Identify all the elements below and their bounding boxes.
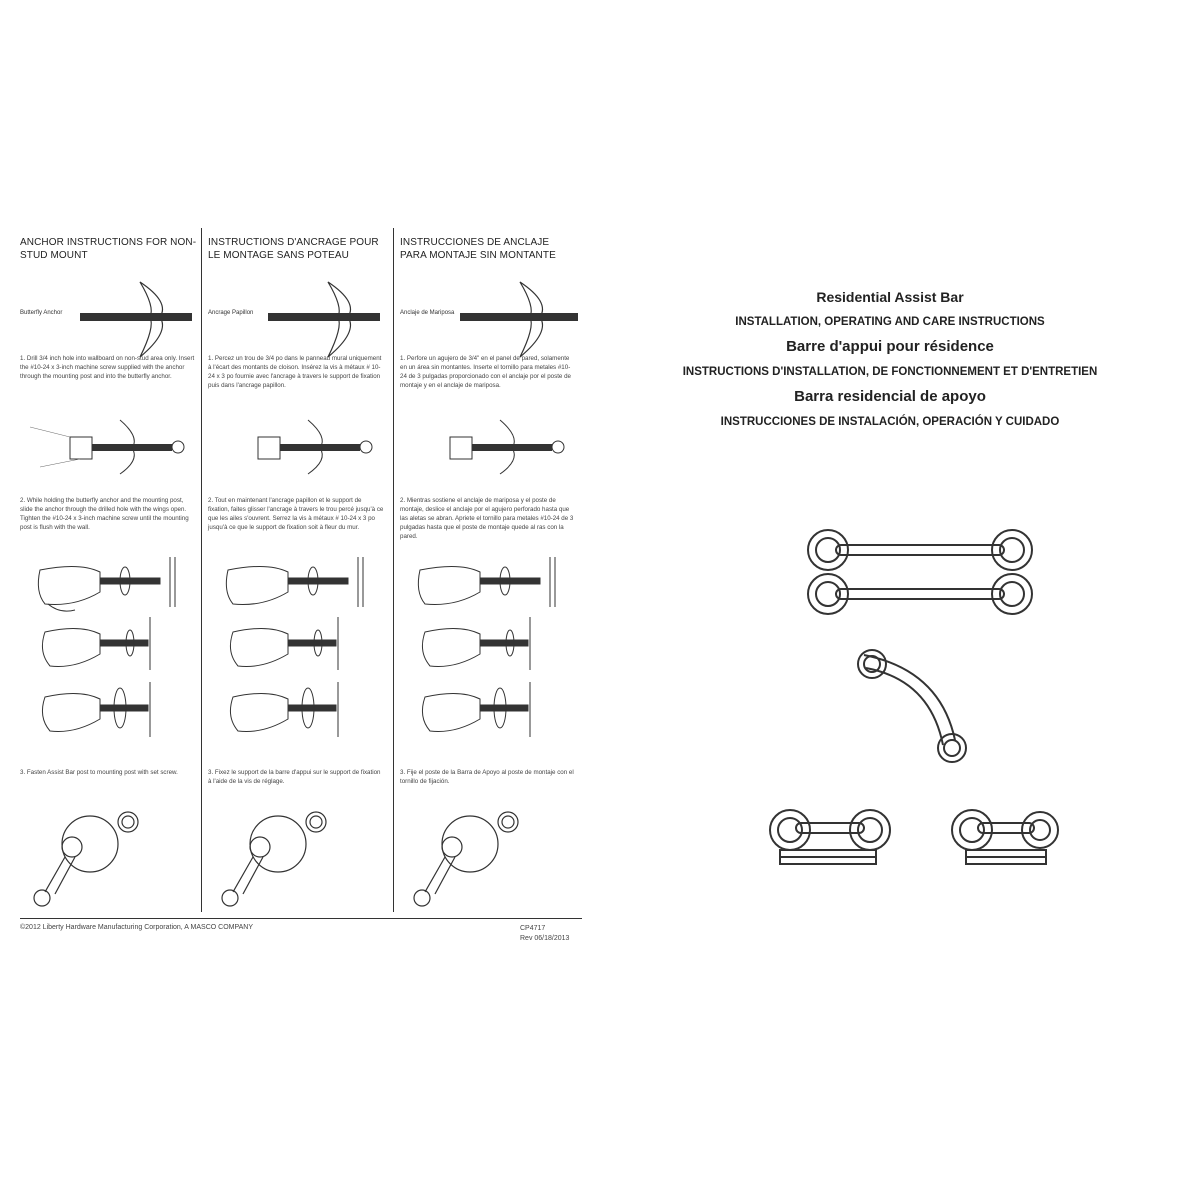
footer-divider xyxy=(20,918,582,919)
hand-tightening-icon xyxy=(208,552,386,752)
product-name-fr: Barre d'appui pour résidence xyxy=(786,338,994,355)
step-1: 1. Percez un trou de 3/4 po dans le panneau mural uniquement à l'écart des montants de cloison. Insérez la vis à métaux # 10-24 x 3 po fournie avec l'ancrage à travers le support de fixation puis dans l'ancrage papillon. xyxy=(208,355,382,389)
column-title: INSTRUCCIONES DE ANCLAJE PARA MONTAJE SIN MONTANTE xyxy=(400,237,556,261)
butterfly-anchor-icon xyxy=(20,272,198,362)
anchor-label: Butterfly Anchor xyxy=(20,310,63,316)
assist-bar-post-icon xyxy=(400,802,578,912)
anchor-label: Anclaje de Mariposa xyxy=(400,310,455,316)
anchor-label: Ancrage Papillon xyxy=(208,310,254,316)
butterfly-anchor-icon xyxy=(400,272,578,362)
hand-tightening-icon xyxy=(400,552,578,752)
column-english xyxy=(20,232,198,912)
part-info xyxy=(520,924,569,944)
butterfly-anchor-icon xyxy=(208,272,386,362)
step-2: 2. Mientras sostiene el anclaje de mariposa y el poste de montaje, deslice el anclaje por el agujero perforado hasta que las aletas se abran. Apriete el tornillo para metales #10-24 de 3 pulgadas hasta que el poste de montaje quede al ras con la pared. xyxy=(400,497,574,540)
anchor-diagram-icon xyxy=(400,412,578,482)
subtitle-fr: INSTRUCTIONS D'INSTALLATION, DE FONCTIONNEMENT ET D'ENTRETIEN xyxy=(682,366,1098,378)
hand-tightening-icon xyxy=(20,552,198,752)
column-spanish xyxy=(400,232,578,912)
toilet-paper-holder-icon xyxy=(770,810,890,864)
title-block xyxy=(640,284,1140,434)
column-divider xyxy=(201,228,202,912)
anchor-diagram-icon xyxy=(20,412,198,482)
step-3: 3. Fije el poste de la Barra de Apoyo al poste de montaje con el tornillo de fijación. xyxy=(400,769,574,785)
column-title: ANCHOR INSTRUCTIONS FOR NON-STUD MOUNT xyxy=(20,237,197,261)
product-name-en: Residential Assist Bar xyxy=(816,289,964,305)
step-2: 2. Tout en maintenant l'ancrage papillon et le support de fixation, faites glisser l'ancrage à travers le trou percé jusqu'à ce que les ailes s'ouvrent. Serrez la vis à métaux # 10-24 x 3 po jusqu'à ce que le support de fixation soit à fleur du mur. xyxy=(208,497,384,531)
column-title: INSTRUCTIONS D'ANCRAGE POUR LE MONTAGE SANS POTEAU xyxy=(208,237,379,261)
product-illustrations xyxy=(740,520,1060,890)
column-divider xyxy=(393,228,394,912)
product-name-es: Barra residencial de apoyo xyxy=(794,388,986,405)
subtitle-en: INSTALLATION, OPERATING AND CARE INSTRUCTIONS xyxy=(735,316,1045,328)
step-3: 3. Fasten Assist Bar post to mounting post with set screw. xyxy=(20,769,178,776)
revision: Rev 06/18/2013 xyxy=(520,935,570,942)
assist-bar-post-icon xyxy=(20,802,198,912)
column-french xyxy=(208,232,386,912)
part-number: CP4717 xyxy=(520,925,546,932)
double-bar-icon xyxy=(808,530,1032,614)
curved-bar-icon xyxy=(858,650,966,762)
toilet-paper-holder-icon xyxy=(952,810,1058,864)
copyright: ©2012 Liberty Hardware Manufacturing Corporation, A MASCO COMPANY xyxy=(20,924,254,931)
step-1: 1. Perfore un agujero de 3/4" en el panel de pared, solamente en un área sin montantes. Inserte el tornillo para metales #10-24 de 3 pulgadas proporcionado con el anclaje por el poste de montaje y en el anclaje de mariposa. xyxy=(400,355,571,389)
subtitle-es: INSTRUCCIONES DE INSTALACIÓN, OPERACIÓN Y CUIDADO xyxy=(720,416,1060,428)
step-1: 1. Drill 3/4 inch hole into wallboard on non-stud area only. Insert the #10-24 x 3-inch machine screw supplied with the anchor through the mounting post and into the butterfly anchor. xyxy=(20,355,195,380)
anchor-diagram-icon xyxy=(208,412,386,482)
step-3: 3. Fixez le support de la barre d'appui sur le support de fixation à l'aide de la vis de réglage. xyxy=(208,769,381,785)
step-2: 2. While holding the butterfly anchor and the mounting post, slide the anchor through the drilled hole with the wings open. Tighten the #10-24 x 3-inch machine screw until the mounting post is flush with the wall. xyxy=(20,497,189,531)
assist-bar-post-icon xyxy=(208,802,386,912)
